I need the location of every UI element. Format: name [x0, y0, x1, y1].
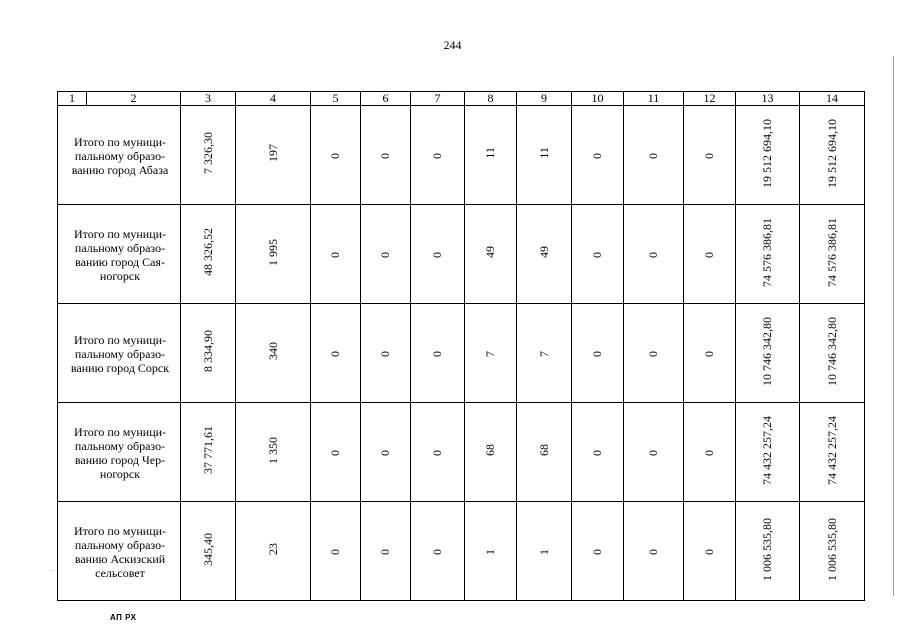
value-cell — [572, 403, 624, 502]
value-cell — [572, 502, 624, 601]
cell-value: 0 — [590, 350, 604, 357]
cell-value: 0 — [646, 152, 660, 159]
value-cell — [236, 205, 311, 304]
value-cell — [236, 304, 311, 403]
page-number: 244 — [443, 38, 462, 52]
value-cell — [311, 304, 361, 403]
cell-value: 10 746 342,80 — [760, 316, 774, 386]
value-cell — [736, 403, 800, 502]
cell-value: 0 — [328, 350, 342, 357]
cell-value: 74 576 386,81 — [824, 217, 839, 287]
corner-mark: - — [50, 568, 52, 574]
cell-value: 68 — [483, 444, 497, 456]
cell-value: 68 — [536, 444, 551, 456]
cell-value: 0 — [702, 548, 716, 555]
column-header: 13 — [736, 92, 800, 106]
cell-value: 0 — [702, 350, 716, 357]
value-cell — [411, 502, 465, 601]
value-cell — [800, 106, 865, 205]
value-cell — [311, 403, 361, 502]
value-cell — [800, 403, 865, 502]
column-header: 4 — [236, 92, 311, 106]
cell-value: 0 — [328, 152, 342, 159]
cell-value: 8 334,90 — [200, 330, 215, 372]
cell-value: 0 — [646, 350, 660, 357]
value-cell — [517, 205, 572, 304]
value-cell — [311, 502, 361, 601]
cell-value: 0 — [328, 449, 342, 456]
cell-value: 345,40 — [200, 532, 215, 566]
value-cell — [465, 403, 517, 502]
cell-value: 74 432 257,24 — [824, 415, 839, 485]
value-cell — [181, 304, 236, 403]
value-cell — [624, 403, 684, 502]
cell-value: 0 — [378, 449, 392, 456]
value-cell — [624, 106, 684, 205]
value-cell — [181, 205, 236, 304]
cell-value: 0 — [702, 152, 716, 159]
cell-value: 0 — [378, 350, 392, 357]
cell-value: 0 — [430, 548, 444, 555]
column-header: 14 — [800, 92, 865, 106]
cell-value: 0 — [430, 251, 444, 258]
cell-value: 7 — [483, 350, 497, 357]
value-cell — [181, 502, 236, 601]
column-header: 3 — [181, 92, 236, 106]
cell-value: 49 — [483, 246, 497, 258]
cell-value: 49 — [536, 246, 551, 258]
value-cell — [684, 106, 736, 205]
row-name-cell: Итого по муници-пальному образо-ванию Аскизский сельсовет — [58, 502, 181, 601]
value-cell — [684, 205, 736, 304]
cell-value: 340 — [265, 342, 280, 360]
cell-value: 1 — [536, 548, 551, 555]
cell-value: 0 — [590, 449, 604, 456]
cell-value: 7 326,30 — [200, 132, 215, 174]
value-cell — [572, 106, 624, 205]
cell-value: 0 — [430, 449, 444, 456]
value-cell — [572, 304, 624, 403]
cell-value: 19 512 694,10 — [760, 118, 774, 188]
cell-value: 1 006 535,80 — [824, 517, 839, 581]
value-cell — [517, 304, 572, 403]
value-cell — [684, 304, 736, 403]
table-row — [58, 304, 865, 403]
page-edge-line — [893, 56, 894, 596]
column-header: 7 — [411, 92, 465, 106]
cell-value: 1 350 — [265, 436, 280, 464]
table-row — [58, 205, 865, 304]
value-cell — [736, 106, 800, 205]
table-row — [58, 403, 865, 502]
cell-value: 74 432 257,24 — [760, 415, 774, 485]
value-cell — [465, 502, 517, 601]
value-cell — [236, 106, 311, 205]
cell-value: 0 — [646, 449, 660, 456]
value-cell — [800, 205, 865, 304]
cell-value: 10 746 342,80 — [824, 316, 839, 386]
column-header: 5 — [311, 92, 361, 106]
cell-value: 1 995 — [265, 238, 280, 266]
value-cell — [624, 502, 684, 601]
cell-value: 0 — [430, 350, 444, 357]
value-cell — [361, 205, 411, 304]
value-cell — [684, 403, 736, 502]
cell-value: 0 — [590, 251, 604, 258]
row-name-cell: Итого по муници-пальному образо-ванию город Сорск — [58, 304, 181, 403]
cell-value: 11 — [483, 147, 497, 159]
cell-value: 1 006 535,80 — [760, 517, 774, 581]
cell-value: 11 — [536, 147, 551, 159]
cell-value: 0 — [328, 251, 342, 258]
value-cell — [236, 403, 311, 502]
column-header: 1 — [58, 92, 87, 106]
value-cell — [572, 205, 624, 304]
value-cell — [736, 502, 800, 601]
cell-value: 0 — [646, 548, 660, 555]
table-row — [58, 502, 865, 601]
footer-stamp: АП РХ — [110, 613, 137, 622]
cell-value: 0 — [378, 548, 392, 555]
column-header: 11 — [624, 92, 684, 106]
value-cell — [465, 304, 517, 403]
row-name-cell: Итого по муници-пальному образо-ванию город Абаза — [58, 106, 181, 205]
value-cell — [361, 403, 411, 502]
value-cell — [361, 502, 411, 601]
value-cell — [517, 106, 572, 205]
column-header: 8 — [465, 92, 517, 106]
cell-value: 19 512 694,10 — [824, 118, 839, 188]
column-header: 9 — [517, 92, 572, 106]
value-cell — [800, 502, 865, 601]
value-cell — [624, 304, 684, 403]
cell-value: 48 326,52 — [200, 228, 215, 276]
column-header: 2 — [87, 92, 181, 106]
value-cell — [311, 205, 361, 304]
cell-value: 0 — [702, 449, 716, 456]
cell-value: 0 — [590, 152, 604, 159]
value-cell — [411, 106, 465, 205]
cell-value: 7 — [536, 350, 551, 357]
value-cell — [517, 502, 572, 601]
column-header: 12 — [684, 92, 736, 106]
data-table — [57, 91, 865, 601]
cell-value: 74 576 386,81 — [760, 217, 774, 287]
cell-value: 0 — [378, 152, 392, 159]
value-cell — [361, 106, 411, 205]
value-cell — [684, 502, 736, 601]
value-cell — [736, 205, 800, 304]
value-cell — [181, 106, 236, 205]
row-name-cell: Итого по муници-пальному образо-ванию город Сая-ногорск — [58, 205, 181, 304]
value-cell — [736, 304, 800, 403]
value-cell — [517, 403, 572, 502]
value-cell — [181, 403, 236, 502]
value-cell — [236, 502, 311, 601]
value-cell — [465, 106, 517, 205]
header-row — [58, 92, 865, 106]
value-cell — [624, 205, 684, 304]
cell-value: 0 — [590, 548, 604, 555]
value-cell — [465, 205, 517, 304]
value-cell — [411, 403, 465, 502]
cell-value: 0 — [378, 251, 392, 258]
value-cell — [311, 106, 361, 205]
cell-value: 37 771,61 — [200, 426, 215, 474]
cell-value: 0 — [430, 152, 444, 159]
column-header: 10 — [572, 92, 624, 106]
value-cell — [411, 304, 465, 403]
cell-value: 23 — [265, 543, 280, 555]
column-header: 6 — [361, 92, 411, 106]
table-row — [58, 106, 865, 205]
value-cell — [411, 205, 465, 304]
cell-value: 0 — [646, 251, 660, 258]
cell-value: 0 — [702, 251, 716, 258]
cell-value: 1 — [483, 548, 497, 555]
value-cell — [361, 304, 411, 403]
row-name-cell: Итого по муници-пальному образо-ванию город Чер-ногорск — [58, 403, 181, 502]
cell-value: 0 — [328, 548, 342, 555]
cell-value: 197 — [265, 144, 280, 162]
value-cell — [800, 304, 865, 403]
